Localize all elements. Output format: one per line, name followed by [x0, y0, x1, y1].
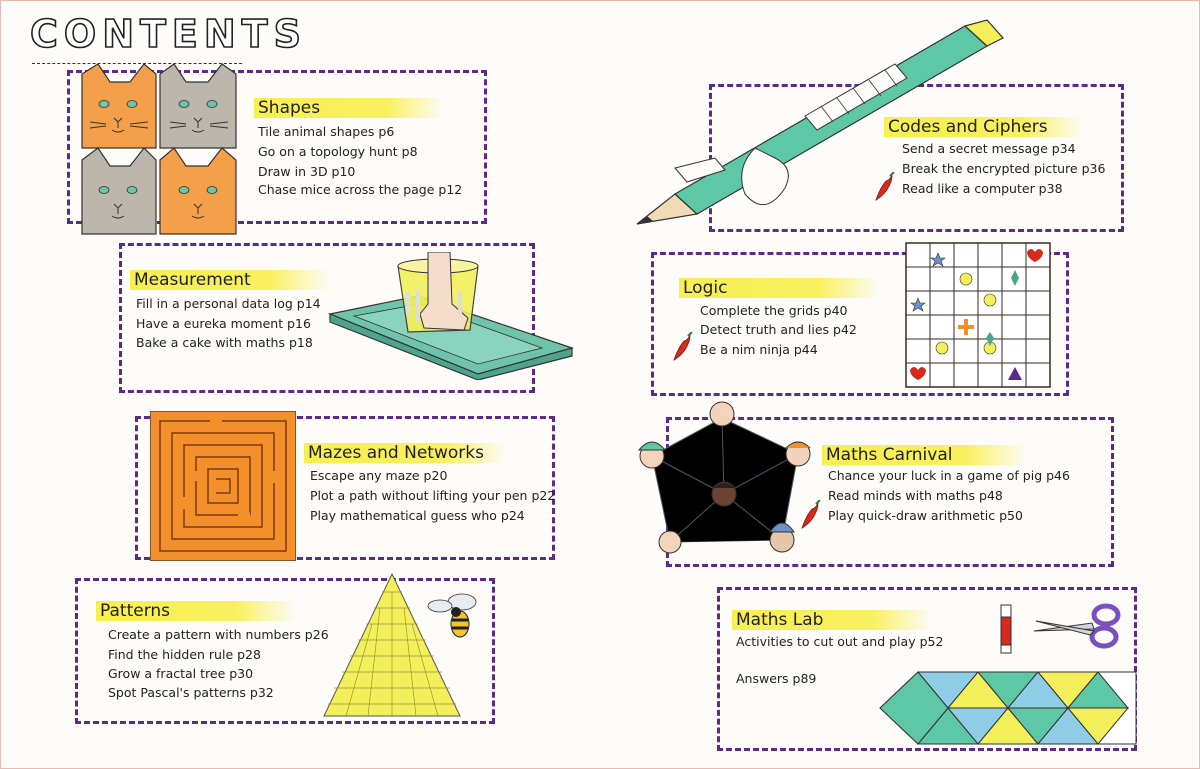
- lab-item: Activities to cut out and play p52: [736, 634, 944, 649]
- measurement-title: Measurement: [130, 270, 330, 290]
- cats-illustration: [80, 62, 238, 236]
- patterns-item: Create a pattern with numbers p26: [108, 627, 329, 642]
- logic-item: Detect truth and lies p42: [700, 322, 857, 337]
- faces-network-illustration: [630, 396, 820, 570]
- bucket-foot-illustration: [328, 252, 574, 380]
- page-title: CONTENTS: [30, 12, 307, 56]
- mazes-item: Escape any maze p20: [310, 468, 448, 483]
- maze-illustration: [150, 411, 296, 561]
- measurement-item: Fill in a personal data log p14: [136, 296, 321, 311]
- carnival-title: Maths Carnival: [822, 445, 1027, 465]
- mazes-item: Plot a path without lifting your pen p22: [310, 488, 556, 503]
- patterns-item: Grow a fractal tree p30: [108, 666, 254, 681]
- bee-icon: [422, 588, 484, 646]
- measurement-item: Have a eureka moment p16: [136, 316, 311, 331]
- scissors-icon: [1032, 601, 1124, 649]
- shapes-title: Shapes: [254, 98, 444, 118]
- logic-item: Be a nim ninja p44: [700, 342, 818, 357]
- patterns-item: Spot Pascal's patterns p32: [108, 685, 274, 700]
- carnival-item: Chance your luck in a game of pig p46: [828, 468, 1070, 483]
- codes-title: Codes and Ciphers: [884, 117, 1084, 137]
- carnival-item: Read minds with maths p48: [828, 488, 1003, 503]
- shapes-item: Tile animal shapes p6: [258, 124, 395, 139]
- carnival-item: Play quick-draw arithmetic p50: [828, 508, 1023, 523]
- mazes-item: Play mathematical guess who p24: [310, 508, 525, 523]
- mazes-title: Mazes and Networks: [304, 443, 506, 463]
- triangle-strip-illustration: [878, 670, 1138, 746]
- shapes-item: Go on a topology hunt p8: [258, 144, 418, 159]
- measurement-item: Bake a cake with maths p18: [136, 335, 313, 350]
- fuse-icon: [998, 603, 1014, 655]
- lab-title: Maths Lab: [732, 610, 932, 630]
- patterns-title: Patterns: [96, 601, 296, 621]
- lab-item: Answers p89: [736, 671, 817, 686]
- codes-item: Break the encrypted picture p36: [902, 161, 1106, 176]
- codes-item: Read like a computer p38: [902, 181, 1063, 196]
- shapes-item: Draw in 3D p10: [258, 164, 356, 179]
- logic-title: Logic: [679, 278, 879, 298]
- chili-icon: [800, 500, 822, 530]
- chili-icon: [874, 172, 896, 202]
- shapes-item: Chase mice across the page p12: [258, 182, 463, 197]
- chili-icon: [672, 332, 694, 362]
- logic-item: Complete the grids p40: [700, 303, 848, 318]
- patterns-item: Find the hidden rule p28: [108, 647, 261, 662]
- codes-item: Send a secret message p34: [902, 141, 1076, 156]
- logic-grid-illustration: [905, 242, 1051, 388]
